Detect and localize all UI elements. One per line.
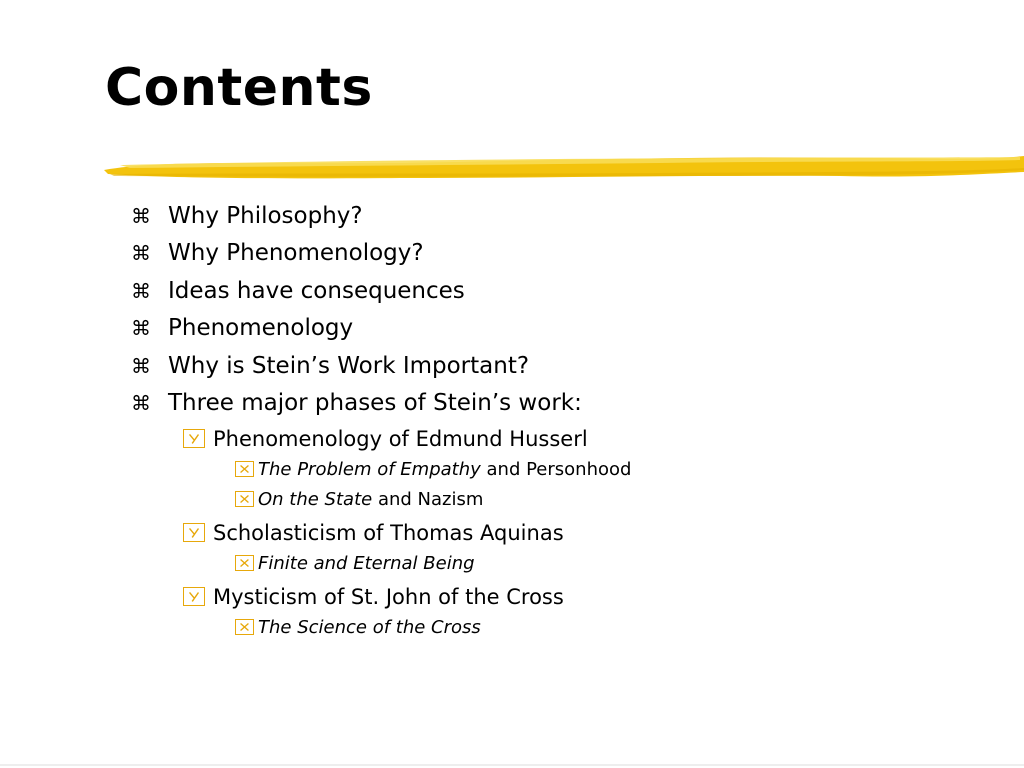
work-title: The Science of the Cross xyxy=(258,617,481,638)
checkmark-box-icon xyxy=(183,523,205,542)
list-item-label: Ideas have consequences xyxy=(168,278,465,304)
list-item xyxy=(131,201,363,231)
checkmark-box-icon xyxy=(183,587,205,606)
list-item-label: Three major phases of Stein’s work: xyxy=(168,390,582,416)
cross-box-icon xyxy=(235,491,254,507)
work-item xyxy=(235,488,483,512)
place-of-interest-icon: ⌘ xyxy=(131,391,151,415)
work-title: The Problem of Empathy xyxy=(258,459,481,480)
list-item-label: Why is Stein’s Work Important? xyxy=(168,353,530,379)
list-item xyxy=(131,276,465,306)
list-item-label: Phenomenology xyxy=(168,315,354,341)
list-item xyxy=(131,313,353,343)
phase-label: Phenomenology of Edmund Husserl xyxy=(213,427,588,451)
list-item xyxy=(131,351,529,381)
list-item-label: Why Phenomenology? xyxy=(168,240,424,266)
work-suffix: and Nazism xyxy=(372,489,484,510)
highlighter-stroke xyxy=(100,148,1024,188)
cross-box-icon xyxy=(235,555,254,571)
list-item xyxy=(131,388,582,418)
work-item xyxy=(235,552,475,576)
place-of-interest-icon: ⌘ xyxy=(131,316,151,340)
list-item-label: Why Philosophy? xyxy=(168,203,363,229)
work-item xyxy=(235,458,631,482)
work-title: Finite and Eternal Being xyxy=(258,553,475,574)
work-title: On the State xyxy=(258,489,373,510)
work-suffix: and Personhood xyxy=(480,459,632,480)
phase-item xyxy=(183,519,564,547)
phase-label: Scholasticism of Thomas Aquinas xyxy=(213,521,564,545)
work-item xyxy=(235,616,481,640)
place-of-interest-icon: ⌘ xyxy=(131,354,151,378)
phase-item xyxy=(183,583,564,611)
footer-divider xyxy=(0,764,1024,766)
phase-item xyxy=(183,425,588,453)
phase-label: Mysticism of St. John of the Cross xyxy=(213,585,564,609)
checkmark-box-icon xyxy=(183,429,205,448)
place-of-interest-icon: ⌘ xyxy=(131,204,151,228)
cross-box-icon xyxy=(235,461,254,477)
list-item xyxy=(131,238,424,268)
slide-title: Contents xyxy=(105,58,373,118)
place-of-interest-icon: ⌘ xyxy=(131,279,151,303)
place-of-interest-icon: ⌘ xyxy=(131,241,151,265)
cross-box-icon xyxy=(235,619,254,635)
